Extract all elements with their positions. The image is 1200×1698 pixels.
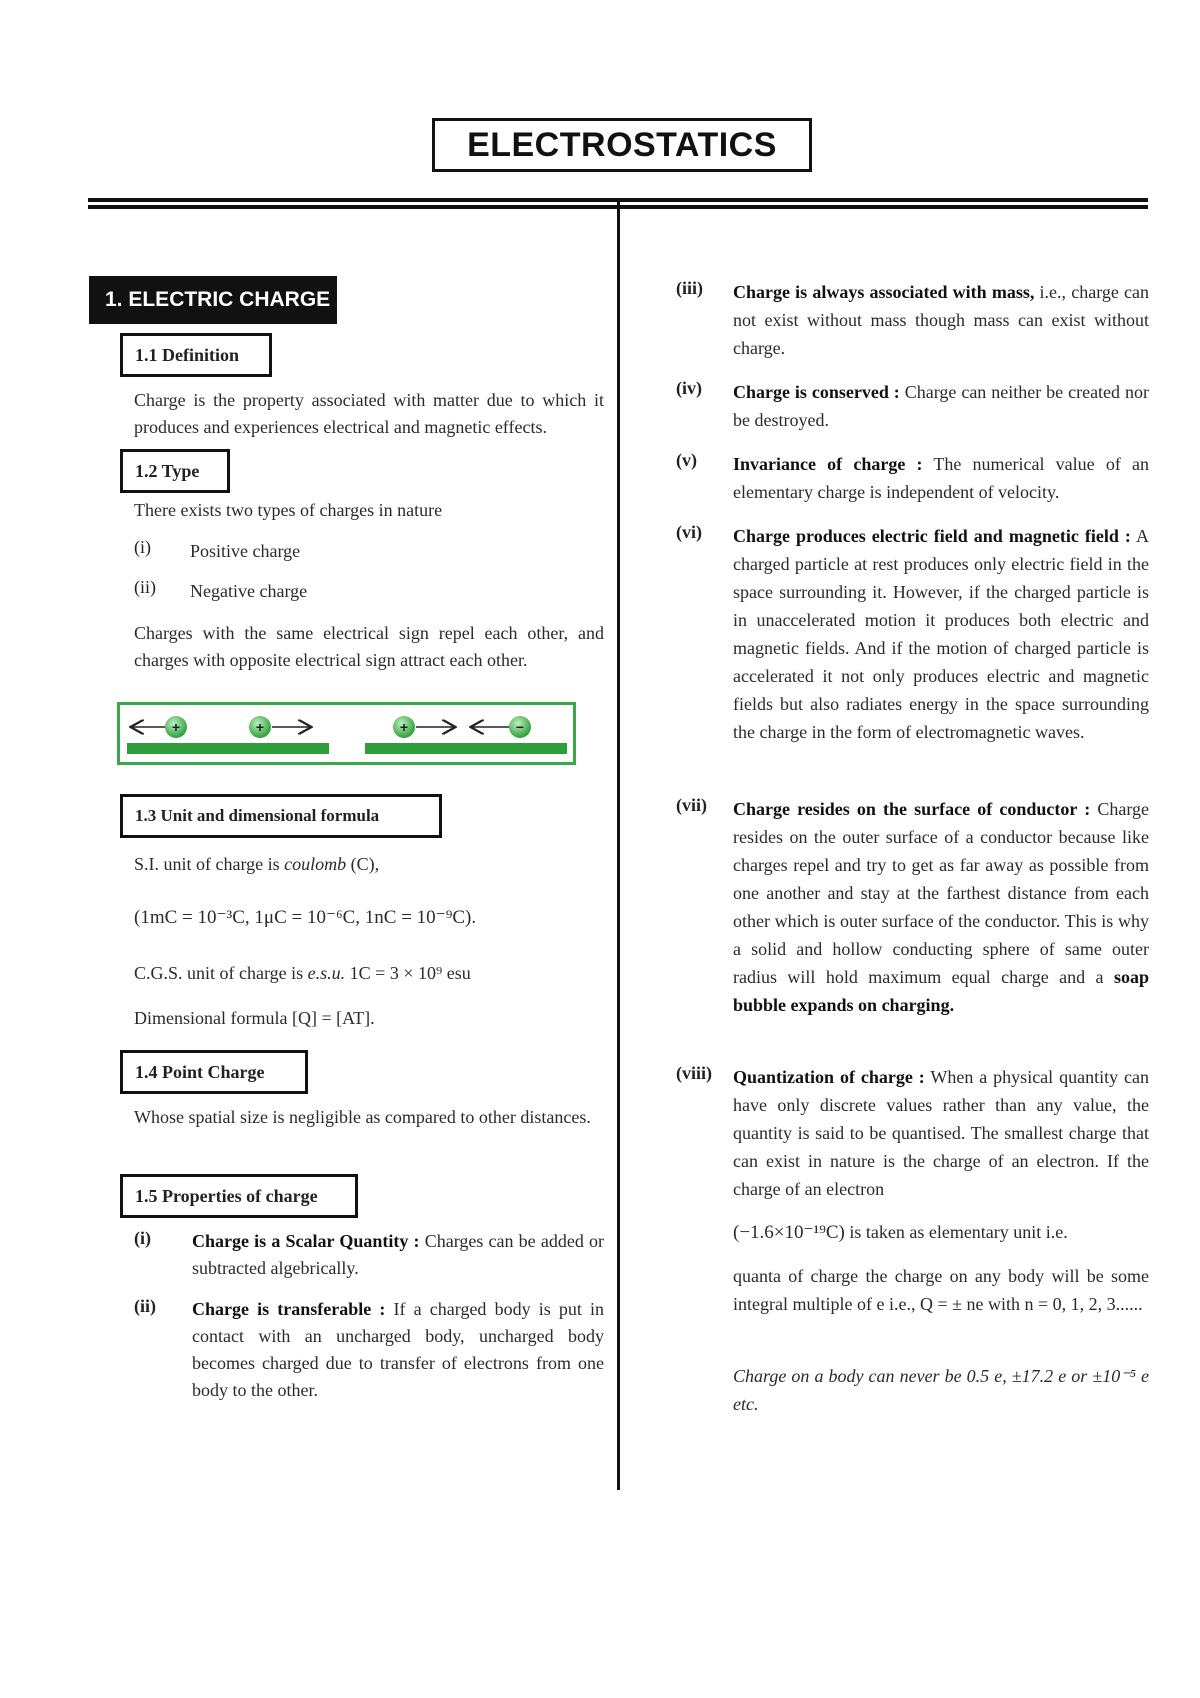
subheading-units: 1.3 Unit and dimensional formula [120, 794, 442, 838]
property-text [733, 278, 1149, 362]
property-num: (ii) [134, 1296, 156, 1316]
charge-interaction-note: Charges with the same electrical sign repel each other, and charges with opposite electrical sign attract each other. [134, 623, 604, 670]
charge-sign: + [171, 719, 181, 735]
cgs-unit-line [134, 963, 604, 984]
property-desc: i.e., charge can not exist without mass though mass can exist without charge. [733, 282, 1149, 358]
ground-bar-left [127, 743, 329, 754]
property-text [733, 522, 1149, 746]
property-desc: Charge can neither be created nor be destroyed. [733, 382, 1149, 430]
property-title: Charge is conserved : [733, 382, 900, 402]
property-desc: The numerical value of an elementary charge is independent of velocity. [733, 454, 1150, 502]
property-desc: A charged particle at rest produces only electric field in the space surrounding it. However, if the charged particle is in unaccelerated motion it produces both electric and magnetic fields. And if the motion of charged particle is accelerated it not only produces electric and magnetic fields but also radiates energy in the space surrounding the charge in the form of electromagnetic waves. [733, 526, 1149, 742]
subheading-type: 1.2 Type [120, 449, 230, 493]
subheading-point-charge: 1.4 Point Charge [120, 1050, 308, 1094]
property-num: (iv) [676, 378, 702, 398]
cgs-unit-suffix: 1C = 3 × 10⁹ esu [345, 963, 471, 983]
property-num: (vii) [676, 795, 707, 815]
property-text [192, 1228, 604, 1282]
type-item-text: Negative charge [190, 581, 308, 601]
property-bold-tail: soap bubble expands on charging. [733, 967, 1149, 1015]
property-title: Charge is transferable : [192, 1299, 386, 1319]
subheading-definition: 1.1 Definition [120, 333, 272, 377]
type-intro: There exists two types of charges in nature [134, 500, 443, 520]
sub-units-formula: (1mC = 10⁻³C, 1μC = 10⁻⁶C, 1nC = 10⁻⁹C). [134, 907, 477, 928]
si-unit-name: coulomb [284, 854, 347, 874]
property-text [733, 1063, 1149, 1203]
quantization-after: is taken as elementary unit i.e. [844, 1222, 1068, 1242]
property-text [192, 1296, 604, 1404]
electron-charge-formula: (−1.6×10⁻¹⁹C) [733, 1222, 845, 1243]
charge-interaction-diagram [117, 702, 576, 765]
si-unit-suffix: (C), [346, 854, 380, 874]
cgs-unit-prefix: C.G.S. unit of charge is [134, 963, 308, 983]
property-num: (v) [676, 450, 697, 470]
property-title: Quantization of charge : [733, 1067, 925, 1087]
point-charge-text: Whose spatial size is negligible as compared to other distances. [134, 1107, 591, 1127]
property-title: Invariance of charge : [733, 454, 923, 474]
charge-diagram-svg [120, 705, 573, 762]
property-desc: Charges can be added or subtracted algebrically. [192, 1231, 604, 1278]
subheading-properties: 1.5 Properties of charge [120, 1174, 358, 1218]
section-heading: 1. ELECTRIC CHARGE [89, 276, 337, 324]
column-divider [617, 200, 620, 1490]
property-desc: Charge resides on the outer surface of a conductor because like charges repel and try to get as far away as possible from one another and stay at the farthest distance from each other which is outer surface of the conductor. This is why a solid and hollow conducting sphere of same outer radius will hold maximum equal charge and a [733, 799, 1150, 987]
type-item-num: (ii) [134, 577, 156, 597]
property-title: Charge produces electric field and magnetic field : [733, 526, 1131, 546]
property-text [733, 378, 1149, 434]
charge-sign: − [515, 719, 525, 735]
property-num: (vi) [676, 522, 702, 542]
type-item-text: Positive charge [190, 541, 301, 561]
si-unit-line [134, 854, 604, 875]
property-num: (iii) [676, 278, 703, 298]
quantization-last-line: Charge on a body can never be 0.5 e, ±17.2 e or ±10⁻⁵ e etc. [733, 1366, 1149, 1414]
definition-text: Charge is the property associated with matter due to which it produces and experiences electrical and magnetic effects. [134, 390, 604, 437]
property-title: Charge is always associated with mass, [733, 282, 1035, 302]
quantization-continued: quanta of charge the charge on any body will be some integral multiple of e i.e., Q = ± ne with n = 0, 1, 2, 3...... [733, 1266, 1149, 1314]
property-num: (viii) [676, 1063, 712, 1083]
property-desc: If a charged body is put in contact with an uncharged body, uncharged body becomes charged due to transfer of electrons from one body to the other. [192, 1299, 604, 1400]
page-title: ELECTROSTATICS [432, 118, 812, 172]
charge-sign: + [255, 719, 265, 735]
ground-bar-right [365, 743, 567, 754]
property-desc: When a physical quantity can have only discrete values rather than any value, the quantity is said to be quantised. The smallest charge that can exist in nature is the charge of an electron. If the charge of an electron [733, 1067, 1149, 1199]
property-title: Charge resides on the surface of conductor : [733, 799, 1091, 819]
property-text [733, 795, 1149, 1019]
si-unit-prefix: S.I. unit of charge is [134, 854, 285, 874]
dimensional-formula: Dimensional formula [Q] = [AT]. [134, 1008, 375, 1028]
quantization-formula-line [733, 1218, 1149, 1247]
charge-sign: + [399, 719, 409, 735]
property-num: (i) [134, 1228, 151, 1248]
property-title: Charge is a Scalar Quantity : [192, 1231, 420, 1251]
cgs-unit-name: e.s.u. [307, 963, 346, 983]
property-text [733, 450, 1149, 506]
type-item-num: (i) [134, 537, 151, 557]
